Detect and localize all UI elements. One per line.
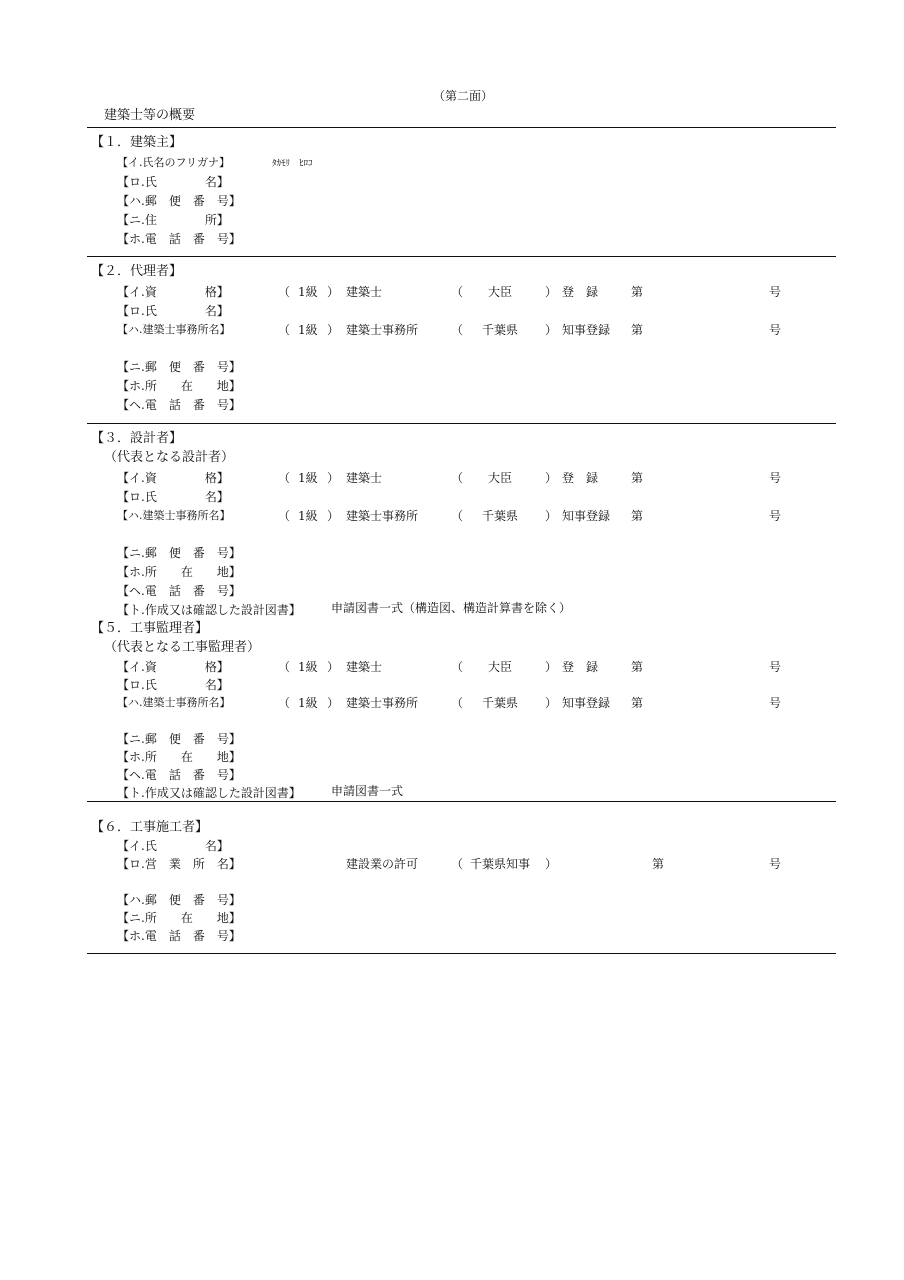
s3-office-open-paren-2: （: [451, 509, 464, 523]
s5-documents-value: 申請図書一式: [331, 784, 404, 798]
s3-office-number-prefix: 第: [631, 509, 644, 523]
s2-office-open-paren-2: （: [451, 323, 464, 337]
s5-office-number-prefix: 第: [631, 696, 644, 710]
s2-name-label: 【ロ.氏 名】: [117, 304, 229, 318]
s2-qual-grade: 1級: [298, 285, 318, 299]
s2-office-close-paren-2: ）: [545, 323, 558, 337]
s5-qual-open-paren-2: （: [451, 660, 464, 674]
s3-office-authority: 千葉県: [482, 509, 519, 523]
s3-qual-close-paren: ）: [327, 471, 340, 485]
s3-qual-number-prefix: 第: [631, 471, 644, 485]
s3-qual-close-paren-2: ）: [545, 471, 558, 485]
s1-address-label: 【ニ.住 所】: [117, 213, 229, 227]
s6-permit-number-suffix: 号: [769, 857, 782, 871]
s5-office-open-paren-2: （: [451, 696, 464, 710]
s3-qual-number-suffix: 号: [769, 471, 782, 485]
page-side-label: （第二面）: [433, 89, 494, 103]
section-1-header: 【１．建築主】: [91, 135, 183, 150]
section-2-header: 【２．代理者】: [91, 264, 183, 279]
s6-permit-close-paren: ）: [545, 857, 558, 871]
s2-location-label: 【ホ.所 在 地】: [117, 379, 241, 393]
s2-office-label: 【ハ.建築士事務所名】: [117, 323, 231, 336]
s3-phone-label: 【ヘ.電 話 番 号】: [117, 584, 241, 598]
s2-qual-number-suffix: 号: [769, 285, 782, 299]
s5-qual-registration: 登 録: [562, 660, 599, 674]
s2-office-registration: 知事登録: [562, 323, 611, 337]
s2-qual-close-paren: ）: [327, 285, 340, 299]
overview-title: 建築士等の概要: [104, 108, 196, 123]
s3-subtitle: （代表となる設計者）: [104, 450, 235, 465]
s3-documents-label: 【ト.作成又は確認した設計図書】: [117, 603, 301, 617]
s2-qualification-label: 【イ.資 格】: [117, 285, 229, 299]
s2-qual-registration: 登 録: [562, 285, 599, 299]
s2-office-open-paren: （: [278, 323, 291, 337]
s1-furigana-label: 【イ.氏名のフリガナ】: [117, 156, 230, 169]
s5-postal-label: 【ニ.郵 便 番 号】: [117, 732, 241, 746]
s5-office-registration: 知事登録: [562, 696, 611, 710]
s3-qual-open-paren-2: （: [451, 471, 464, 485]
s2-office-authority: 千葉県: [482, 323, 519, 337]
s6-name-label: 【イ.氏 名】: [117, 839, 229, 853]
s5-office-authority: 千葉県: [482, 696, 519, 710]
s6-postal-label: 【ハ.郵 便 番 号】: [117, 893, 241, 907]
s6-permit-label: 建設業の許可: [346, 857, 419, 871]
s1-phone-label: 【ホ.電 話 番 号】: [117, 232, 241, 246]
s5-qualification-label: 【イ.資 格】: [117, 660, 229, 674]
s2-postal-label: 【ニ.郵 便 番 号】: [117, 360, 241, 374]
s2-qual-open-paren: （: [278, 285, 291, 299]
s5-office-open-paren: （: [278, 696, 291, 710]
s3-qual-authority: 大臣: [488, 471, 513, 485]
s1-name-label: 【ロ.氏 名】: [117, 175, 229, 189]
s3-qual-registration: 登 録: [562, 471, 599, 485]
s3-office-grade: 1級: [298, 509, 318, 523]
s3-qual-kind: 建築士: [346, 471, 383, 485]
divider-3: [87, 801, 836, 802]
s3-office-open-paren: （: [278, 509, 291, 523]
section-3-header: 【３．設計者】: [91, 431, 183, 446]
s5-office-close-paren: ）: [327, 696, 340, 710]
s5-name-label: 【ロ.氏 名】: [117, 678, 229, 692]
s5-qual-open-paren: （: [278, 660, 291, 674]
s5-office-close-paren-2: ）: [545, 696, 558, 710]
s5-qual-kind: 建築士: [346, 660, 383, 674]
s2-office-grade: 1級: [298, 323, 318, 337]
s6-permit-number-prefix: 第: [652, 857, 665, 871]
s3-documents-value: 申請図書一式（構造図、構造計算書を除く）: [331, 601, 572, 615]
s2-office-number-suffix: 号: [769, 323, 782, 337]
s3-office-label: 【ハ.建築士事務所名】: [117, 509, 231, 522]
section-6-header: 【６．工事施工者】: [91, 820, 209, 835]
s3-qual-grade: 1級: [298, 471, 318, 485]
s3-postal-label: 【ニ.郵 便 番 号】: [117, 546, 241, 560]
s6-permit-open-paren: （: [451, 857, 464, 871]
s3-office-close-paren: ）: [327, 509, 340, 523]
s2-qual-open-paren-2: （: [451, 285, 464, 299]
s6-branch-label: 【ロ.営 業 所 名】: [117, 857, 241, 871]
section-5-header: 【５．工事監理者】: [91, 621, 209, 636]
s5-documents-label: 【ト.作成又は確認した設計図書】: [117, 786, 301, 800]
s3-name-label: 【ロ.氏 名】: [117, 490, 229, 504]
s6-location-label: 【ニ.所 在 地】: [117, 911, 241, 925]
s5-qual-number-suffix: 号: [769, 660, 782, 674]
s2-phone-label: 【ヘ.電 話 番 号】: [117, 398, 241, 412]
s5-qual-close-paren-2: ）: [545, 660, 558, 674]
s6-permit-authority: 千葉県知事: [470, 857, 531, 871]
s2-office-number-prefix: 第: [631, 323, 644, 337]
s2-qual-number-prefix: 第: [631, 285, 644, 299]
s2-office-close-paren: ）: [327, 323, 340, 337]
s5-subtitle: （代表となる工事監理者）: [104, 640, 261, 655]
s3-office-close-paren-2: ）: [545, 509, 558, 523]
s3-office-kind: 建築士事務所: [346, 509, 419, 523]
s5-qual-grade: 1級: [298, 660, 318, 674]
s5-office-kind: 建築士事務所: [346, 696, 419, 710]
s5-qual-authority: 大臣: [488, 660, 513, 674]
divider-bottom: [87, 953, 836, 954]
divider-1: [87, 256, 836, 257]
s1-postal-label: 【ハ.郵 便 番 号】: [117, 194, 241, 208]
s5-location-label: 【ホ.所 在 地】: [117, 750, 241, 764]
s5-phone-label: 【ヘ.電 話 番 号】: [117, 768, 241, 782]
s5-qual-number-prefix: 第: [631, 660, 644, 674]
s1-furigana-value: ﾀｶﾓﾘ ﾋﾛｺ: [272, 159, 313, 169]
s5-office-grade: 1級: [298, 696, 318, 710]
s3-office-registration: 知事登録: [562, 509, 611, 523]
s5-office-label: 【ハ.建築士事務所名】: [117, 696, 231, 709]
divider-top: [87, 127, 836, 128]
s3-location-label: 【ホ.所 在 地】: [117, 565, 241, 579]
divider-2: [87, 423, 836, 424]
s2-office-kind: 建築士事務所: [346, 323, 419, 337]
s2-qual-close-paren-2: ）: [545, 285, 558, 299]
s5-qual-close-paren: ）: [327, 660, 340, 674]
s3-qual-open-paren: （: [278, 471, 291, 485]
s2-qual-authority: 大臣: [488, 285, 513, 299]
s2-qual-kind: 建築士: [346, 285, 383, 299]
s3-office-number-suffix: 号: [769, 509, 782, 523]
s6-phone-label: 【ホ.電 話 番 号】: [117, 929, 241, 943]
s5-office-number-suffix: 号: [769, 696, 782, 710]
s3-qualification-label: 【イ.資 格】: [117, 471, 229, 485]
